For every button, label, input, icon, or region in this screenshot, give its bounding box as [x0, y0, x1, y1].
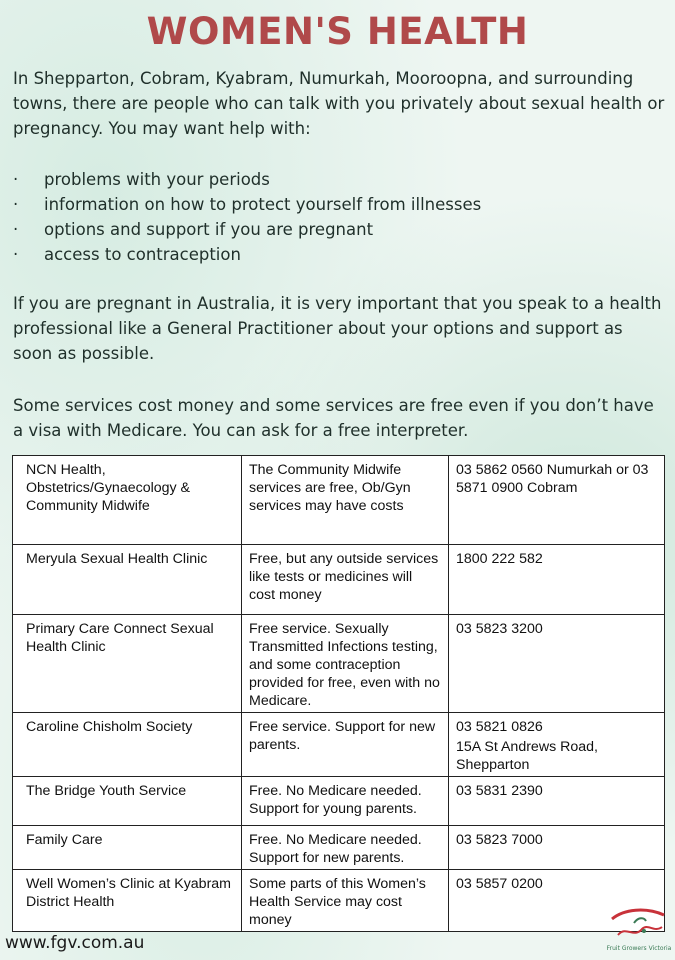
- phone-number: 03 5862 0560 Numurkah or 03 5871 0900 Cobram: [456, 462, 649, 496]
- service-details-cell: The Community Midwife services are free, Ob/Gyn services may have costs: [242, 456, 449, 545]
- services-table: [12, 455, 665, 932]
- service-contact-cell: [449, 545, 665, 615]
- list-item: [13, 242, 653, 267]
- table-row: [13, 870, 665, 932]
- bullet-marker: ·: [13, 220, 19, 239]
- list-item-text: information on how to protect yourself from illnesses: [44, 195, 482, 214]
- service-name-cell: NCN Health, Obstetrics/Gynaecology & Community Midwife: [13, 456, 242, 545]
- service-contact-cell: [449, 456, 665, 545]
- table-row: [13, 713, 665, 777]
- service-details-cell: Free. No Medicare needed. Support for new parents.: [242, 826, 449, 870]
- bullet-marker: ·: [13, 195, 19, 214]
- service-name-cell: Meryula Sexual Health Clinic: [13, 545, 242, 615]
- list-item-text: options and support if you are pregnant: [44, 220, 374, 239]
- address: 15A St Andrews Road, Shepparton: [456, 739, 598, 773]
- service-name-cell: Caroline Chisholm Society: [13, 713, 242, 777]
- table-row: [13, 615, 665, 713]
- service-contact-cell: [449, 713, 665, 777]
- service-name-cell: Primary Care Connect Sexual Health Clinic: [13, 615, 242, 713]
- service-details-cell: Free, but any outside services like tests or medicines will cost money: [242, 545, 449, 615]
- phone-number: 03 5823 7000: [456, 832, 543, 848]
- service-details-cell: Some parts of this Women’s Health Service may cost money: [242, 870, 449, 932]
- logo-icon: [604, 905, 674, 945]
- list-item-text: access to contraception: [44, 245, 241, 264]
- service-name-cell: The Bridge Youth Service: [13, 777, 242, 826]
- service-name-cell: Well Women’s Clinic at Kyabram District Health: [13, 870, 242, 932]
- phone-number: 03 5857 0200: [456, 876, 543, 892]
- service-contact-cell: [449, 777, 665, 826]
- service-contact-cell: [449, 615, 665, 713]
- service-details-cell: Free service. Support for new parents.: [242, 713, 449, 777]
- table-row: [13, 456, 665, 545]
- phone-number: 1800 222 582: [456, 551, 543, 567]
- logo-text: Fruit Growers Victoria: [606, 945, 672, 952]
- bullet-marker: ·: [13, 170, 19, 189]
- list-item-text: problems with your periods: [44, 170, 270, 189]
- table-row: [13, 777, 665, 826]
- help-topics-list: [13, 167, 653, 267]
- bullet-marker: ·: [13, 245, 19, 264]
- phone-number: 03 5821 0826: [456, 719, 543, 735]
- list-item: [13, 167, 653, 192]
- costs-paragraph: Some services cost money and some services are free even if you don’t have a visa with Medicare. You can ask for a free interpreter.: [13, 396, 654, 440]
- phone-number: 03 5831 2390: [456, 783, 543, 799]
- list-item: [13, 192, 653, 217]
- page-title: WOMEN'S HEALTH: [146, 10, 529, 53]
- pregnancy-advice-paragraph: If you are pregnant in Australia, it is very important that you speak to a health professional like a General Practitioner about your options and support as soon as possible.: [13, 294, 662, 363]
- phone-number: 03 5823 3200: [456, 621, 543, 637]
- service-name-cell: Family Care: [13, 826, 242, 870]
- intro-paragraph: In Shepparton, Cobram, Kyabram, Numurkah, Mooroopna, and surrounding towns, there are people who can talk with you privately about sexual health or pregnancy. You may want help with:: [13, 69, 665, 138]
- table-row: [13, 826, 665, 870]
- service-details-cell: Free service. Sexually Transmitted Infections testing, and some contraception provided for free, even with no Medicare.: [242, 615, 449, 713]
- fruit-growers-victoria-logo: [604, 905, 674, 960]
- service-details-cell: Free. No Medicare needed. Support for young parents.: [242, 777, 449, 826]
- footer-website-link[interactable]: www.fgv.com.au: [5, 933, 145, 953]
- list-item: [13, 217, 653, 242]
- service-contact-cell: [449, 826, 665, 870]
- table-row: [13, 545, 665, 615]
